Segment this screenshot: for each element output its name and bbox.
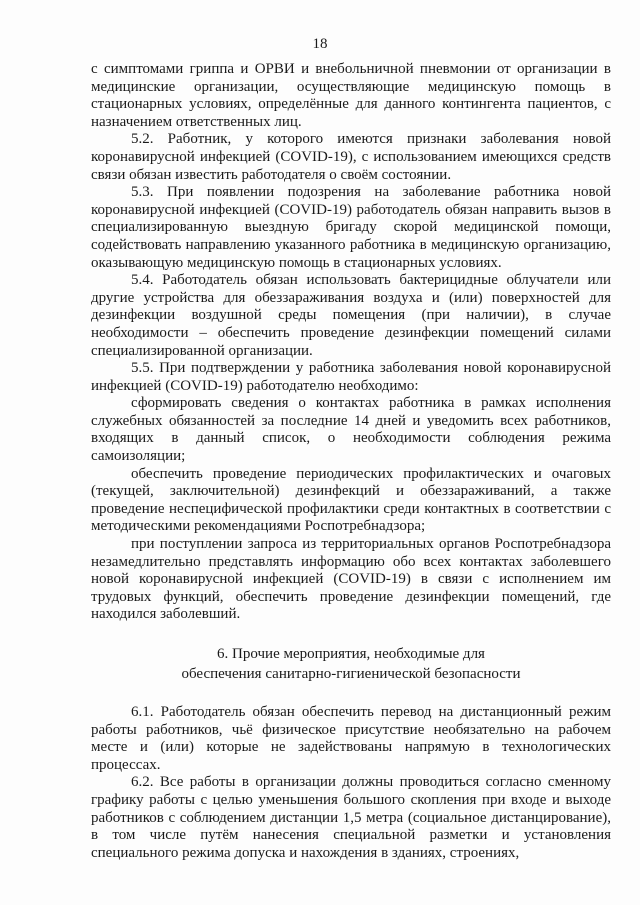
paragraph-continuation: с симптомами гриппа и ОРВИ и внебольничной пневмонии от организации в медицинские организации, осуществляющие медицинскую помощь в стационарных условиях, определённые для данного контингента пациентов, с назначением ответственных лиц.: [91, 61, 611, 130]
paragraph-5-5-item-contacts: сформировать сведения о контактах работника в рамках исполнения служебных обязанностей за последние 14 дней и уведомить всех работников, входящих в данный список, о необходимости соблюдения режима самоизоляции;: [91, 395, 611, 465]
section-6-heading: [91, 644, 611, 684]
section-6-heading-line-2: обеспечения санитарно-гигиенической безопасности: [181, 666, 521, 682]
section-6-heading-line-1: 6. Прочие мероприятия, необходимые для: [217, 646, 485, 662]
paragraph-5-4: 5.4. Работодатель обязан использовать бактерицидные облучатели или другие устройства для обеззараживания воздуха и (или) поверхностей для дезинфекции воздушной среды помещения (при наличии), в случае необходимости – обеспечить проведение дезинфекции помещений силами специализированной организации.: [91, 272, 611, 359]
paragraph-6-1: 6.1. Работодатель обязан обеспечить перевод на дистанционный режим работы работников, чьё физическое присутствие необязательно на рабочем месте и (или) которые не задействованы напрямую в технологических процессах.: [91, 704, 611, 773]
paragraph-5-5: 5.5. При подтверждении у работника заболевания новой коронавирусной инфекцией (COVID-19) работодателю необходимо:: [91, 360, 611, 394]
page-number: 18: [312, 36, 328, 52]
paragraph-6-2: 6.2. Все работы в организации должны проводиться согласно сменному графику работы с целью уменьшения большого скопления при входе и выходе работников с соблюдением дистанции 1,5 метра (социальное дистанцирование), в том числе путём нанесения специальной разметки и установления специального режима допуска и нахождения в зданиях, строениях,: [91, 774, 611, 861]
document-body: [91, 61, 611, 862]
paragraph-5-3: 5.3. При появлении подозрения на заболевание работника новой коронавирусной инфекцией (COVID-19) работодатель обязан направить вызов в специализированную выездную бригаду скорой медицинской помощи, содействовать направлению указанного работника в медицинскую организацию, оказывающую медицинскую помощь в стационарных условиях.: [91, 184, 611, 271]
paragraph-5-5-item-disinfection: обеспечить проведение периодических профилактических и очаговых (текущей, заключительной) дезинфекций и обеззараживаний, а также проведение неспецифической профилактики среди контактных в соответствии с методическими рекомендациями Роспотребнадзора;: [91, 465, 611, 535]
paragraph-5-2: 5.2. Работник, у которого имеются признаки заболевания новой коронавирусной инфекцией (COVID-19), с использованием имеющихся средств связи обязан известить работодателя о своём состоянии.: [91, 131, 611, 183]
paragraph-5-5-item-request: при поступлении запроса из территориальных органов Роспотребнадзора незамедлительно представлять информацию обо всех контактах заболевшего новой коронавирусной инфекцией (COVID-19) в связи с исполнением им трудовых функций, обеспечить проведение дезинфекции помещений, где находился заболевший.: [91, 536, 611, 623]
